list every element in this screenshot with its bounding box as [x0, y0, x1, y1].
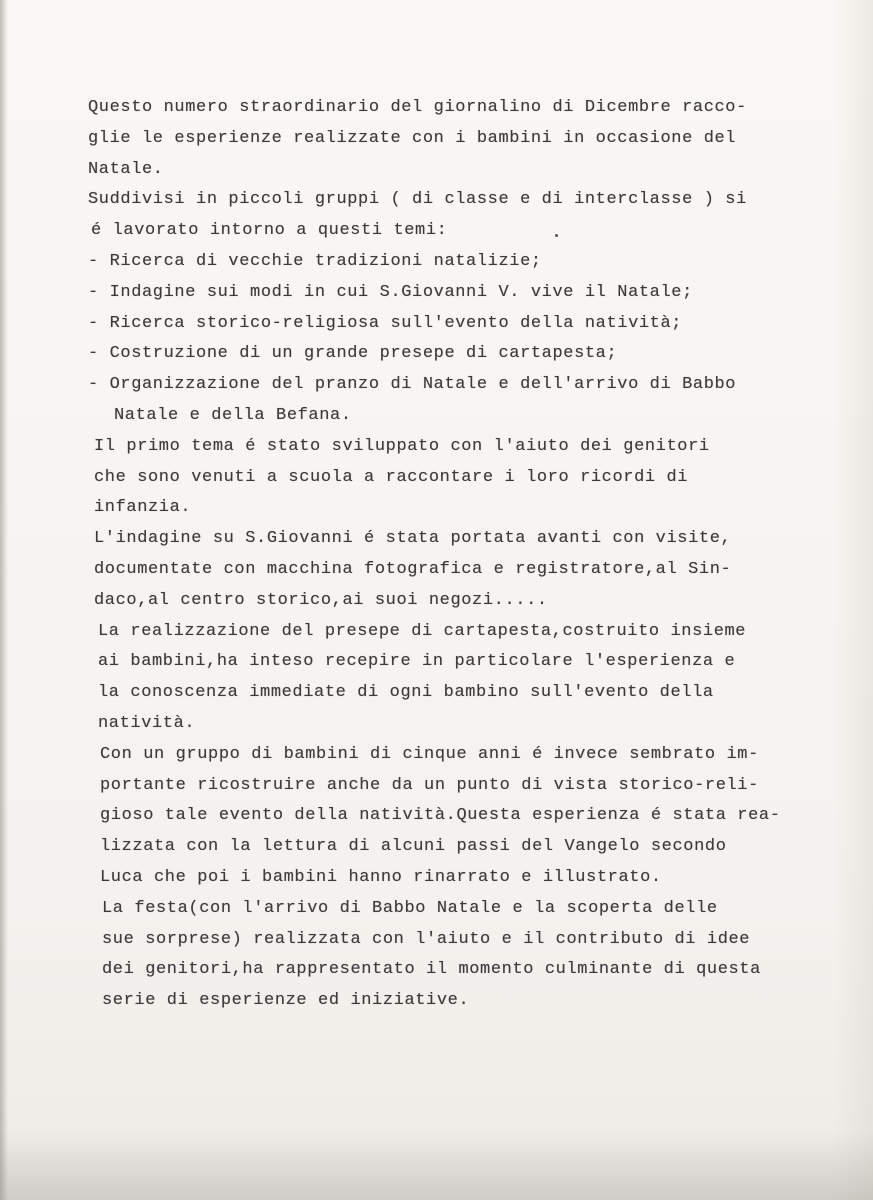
text-line: L'indagine su S.Giovanni é stata portata avanti con visite, [94, 529, 732, 549]
text-line: Questo numero straordinario del giornalino di Dicembre racco- [88, 98, 747, 117]
list-item: - Ricerca storico-religiosa sull'evento della natività; [88, 313, 683, 333]
text-line: Luca che poi i bambini hanno rinarrato e illustrato. [100, 867, 662, 887]
text-line: lizzata con la lettura di alcuni passi del Vangelo secondo [100, 837, 727, 857]
text-line: Suddivisi in piccoli gruppi ( di classe e di interclasse ) si [88, 190, 747, 210]
text-line: La realizzazione del presepe di cartapesta,costruito insieme [98, 621, 747, 641]
text-line: é lavorato intorno a questi temi: [91, 221, 448, 241]
text-line: Natale. [88, 159, 164, 179]
text-line: serie di esperienze ed iniziative. [102, 991, 470, 1011]
text-line: natività. [98, 713, 196, 733]
text-line: dei genitori,ha rappresentato il momento culminante di questa [102, 960, 761, 980]
text-line: che sono venuti a scuola a raccontare i loro ricordi di [94, 467, 689, 487]
text-line: sue sorprese) realizzata con l'aiuto e il contributo di idee [102, 929, 751, 949]
text-line: glie le esperienze realizzate con i bambini in occasione del [88, 128, 737, 148]
text-line: Il primo tema é stato sviluppato con l'aiuto dei genitori [94, 436, 710, 456]
paper-speck [555, 234, 558, 237]
body-text [88, 93, 788, 1017]
paragraph-groups [88, 185, 788, 247]
text-line: la conoscenza immediate di ogni bambino sull'evento della [98, 683, 714, 703]
page-left-edge-shadow [0, 0, 8, 1200]
paragraph-party [102, 894, 788, 1017]
list-item-continuation: Natale e della Befana. [114, 405, 352, 425]
paragraph-first-theme [94, 432, 788, 524]
text-line: documentate con macchina fotografica e registratore,al Sin- [94, 559, 732, 579]
list-item: - Indagine sui modi in cui S.Giovanni V. vive il Natale; [88, 282, 693, 302]
themes-list [88, 247, 788, 432]
text-line: Con un gruppo di bambini di cinque anni é invece sembrato im- [100, 744, 759, 764]
text-line: gioso tale evento della natività.Questa esperienza é stata rea- [100, 806, 781, 826]
page-bottom-shadow [0, 1130, 873, 1200]
list-item: - Organizzazione del pranzo di Natale e dell'arrivo di Babbo [88, 375, 737, 395]
paragraph-investigation [94, 524, 788, 616]
text-line: portante ricostruire anche da un punto di vista storico-reli- [100, 775, 759, 795]
text-line: ai bambini,ha inteso recepire in particolare l'esperienza e [98, 652, 736, 672]
text-line: daco,al centro storico,ai suoi negozi..... [94, 590, 548, 610]
paragraph-nativity-scene [98, 617, 788, 740]
page-right-edge-shadow [833, 0, 873, 1200]
paragraph-five-year-olds [100, 740, 788, 894]
text-line: infanzia. [94, 498, 192, 518]
text-line: La festa(con l'arrivo di Babbo Natale e la scoperta delle [102, 898, 718, 918]
list-item: - Costruzione di un grande presepe di cartapesta; [88, 344, 618, 364]
paragraph-intro [88, 93, 788, 185]
list-item: - Ricerca di vecchie tradizioni natalizie; [88, 251, 542, 271]
